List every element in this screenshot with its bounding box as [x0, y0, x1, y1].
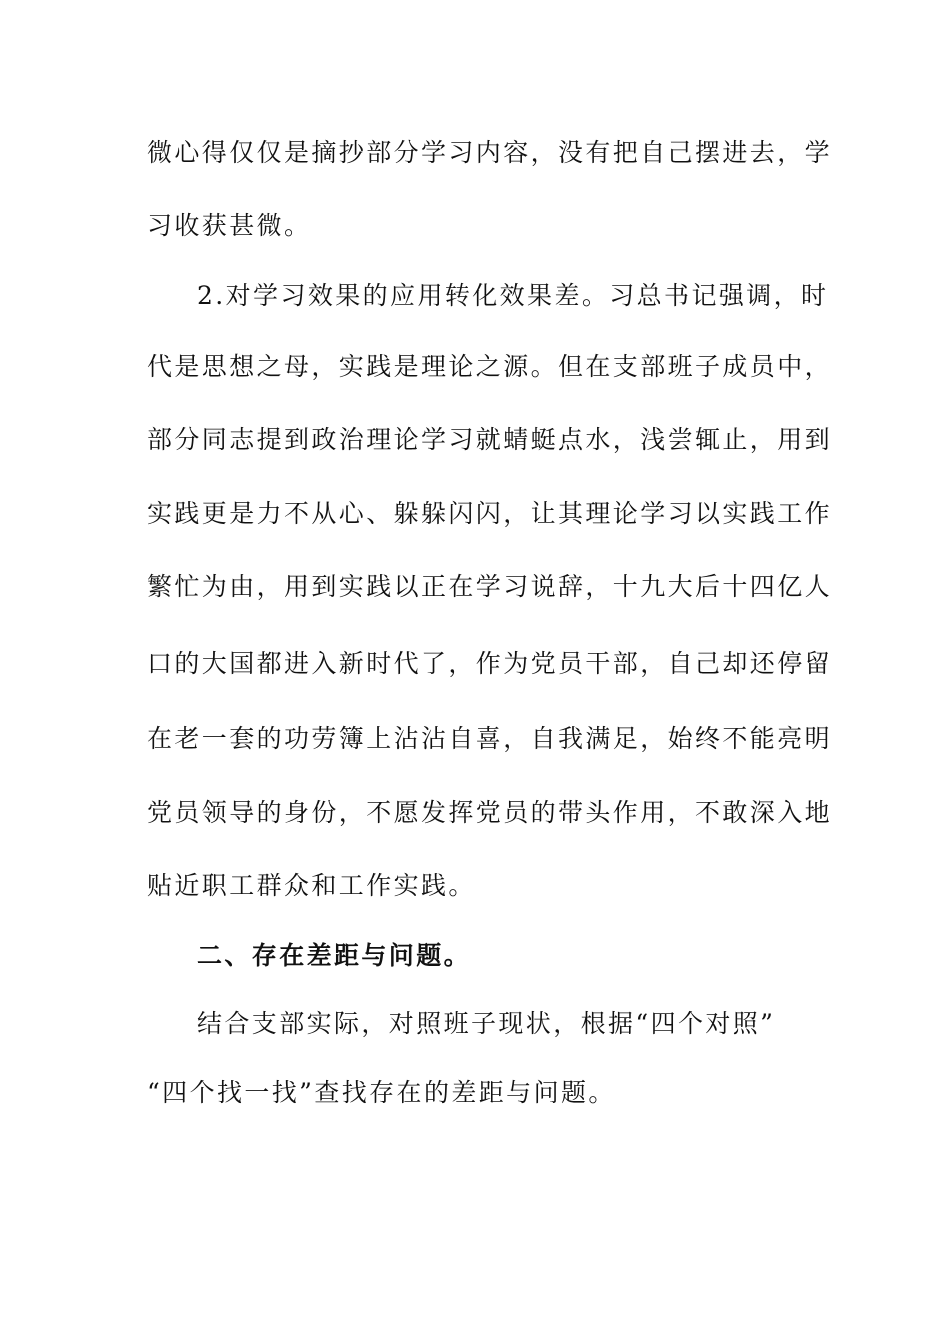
paragraph-line: 贴近职工群众和工作实践。 [147, 871, 476, 900]
paragraph-line: 微心得仅仅是摘抄部分学习内容，没有把自己摆进去，学 [147, 138, 833, 167]
paragraph-line: 党员领导的身份，不愿发挥党员的带头作用，不敢深入地 [147, 798, 833, 827]
paragraph-line: 繁忙为由，用到实践以正在学习说辞，十九大后十四亿人 [147, 572, 833, 601]
paragraph-line: 部分同志提到政治理论学习就蜻蜓点水，浅尝辄止，用到 [147, 425, 833, 454]
paragraph-line: 代是思想之母，实践是理论之源。但在支部班子成员中， [147, 352, 833, 381]
paragraph-line: 实践更是力不从心、躲躲闪闪，让其理论学习以实践工作 [147, 499, 833, 528]
paragraph-line: 在老一套的功劳簿上沾沾自喜，自我满足，始终不能亮明 [147, 724, 833, 753]
paragraph-line: 习收获甚微。 [147, 211, 312, 240]
paragraph-line: 2.对学习效果的应用转化效果差。习总书记强调，时 [197, 281, 829, 310]
paragraph-line: “四个找一找”查找存在的差距与问题。 [147, 1078, 616, 1107]
section-heading: 二、存在差距与问题。 [197, 941, 472, 970]
paragraph-line: 口的大国都进入新时代了，作为党员干部，自己却还停留 [147, 649, 833, 678]
paragraph-line: 结合支部实际，对照班子现状，根据“四个对照” [197, 1009, 776, 1038]
